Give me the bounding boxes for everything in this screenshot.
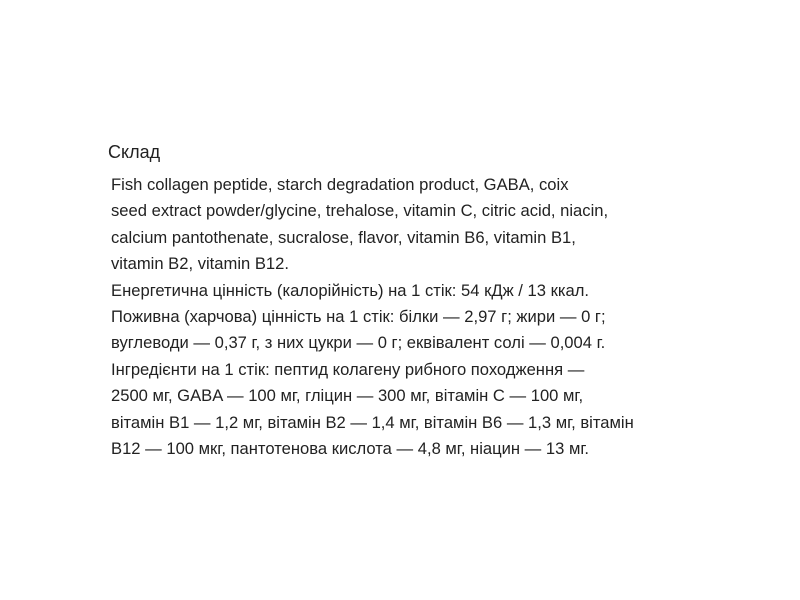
nutrition-value-line: Поживна (харчова) цінність на 1 стік: білки — 2,97 г; жири — 0 г; bbox=[111, 307, 606, 327]
ingredients-line: вітамін В1 — 1,2 мг, вітамін В2 — 1,4 мг, вітамін В6 — 1,3 мг, вітамін bbox=[111, 412, 634, 432]
nutrition-value-line: вуглеводи — 0,37 г, з них цукри — 0 г; еквівалент солі — 0,004 г. bbox=[111, 333, 606, 353]
text-line: Fish collagen peptide, starch degradation product, GABA, coix bbox=[111, 175, 569, 194]
ingredients-line: Інгредієнти на 1 стік: пептид колагену рибного походження — bbox=[111, 359, 585, 379]
ingredients-line: В12 — 100 мкг, пантотенова кислота — 4,8 мг, ніацин — 13 мг. bbox=[111, 439, 589, 459]
text-line: vitamin B2, vitamin B12. bbox=[111, 254, 289, 274]
text-line: seed extract powder/glycine, trehalose, vitamin C, citric acid, niacin, bbox=[111, 201, 609, 221]
composition-heading: Склад bbox=[108, 142, 161, 162]
text-line: calcium pantothenate, sucralose, flavor, vitamin B6, vitamin B1, bbox=[111, 227, 576, 247]
composition-text bbox=[108, 172, 708, 462]
ingredients-line: 2500 мг, GABA — 100 мг, гліцин — 300 мг, вітамін С — 100 мг, bbox=[111, 386, 584, 406]
energy-value-line: Енергетична цінність (калорійність) на 1 стік: 54 кДж / 13 ккал. bbox=[111, 280, 589, 300]
composition-section bbox=[108, 141, 708, 462]
